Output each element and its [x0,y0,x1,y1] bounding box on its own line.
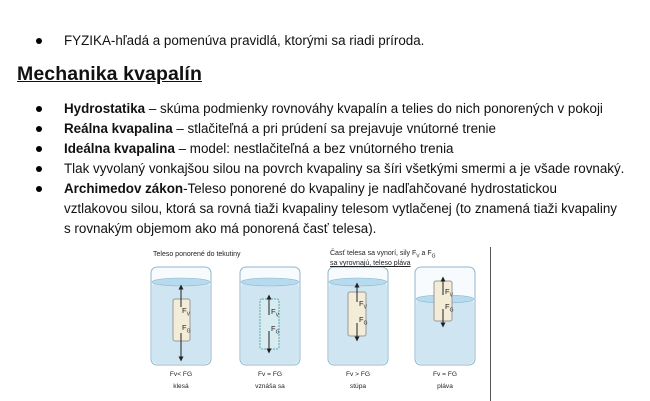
case-result: stúpa [349,383,367,390]
caption-partial-line-1: Časť telesa sa vynorí, sily $F_V$ a $F_G$ [330,250,436,260]
buoyancy-figure [145,247,490,401]
force-label-fv: $F_V$ [359,299,367,311]
case-result: pláva [437,383,453,390]
bullet-dot [36,186,42,192]
bullet-dot [36,38,42,44]
bullet-term: Reálna kvapalina [64,121,173,136]
bullet-dot [36,166,42,172]
case-result: klesá [173,383,189,390]
bullet-term: Ideálna kvapalina [64,141,175,156]
case-relation: Fv = FG [433,371,457,378]
force-label-fv: $F_V$ [271,307,279,319]
bullet-text: – skúma podmienky rovnováhy kvapalín a telies do nich ponorených v pokoji [145,101,603,116]
beaker-floating [415,267,475,365]
bullet-dot [36,126,42,132]
bullet-dot [36,106,42,112]
bullet-text: – stlačiteľná a pri prúdení sa prejavuje vnútorné trenie [172,121,496,136]
force-label-fv: $F_V$ [182,306,190,318]
force-label-fg: $F_G$ [182,323,191,335]
bullet-term: Archimedov zákon [64,181,184,196]
bullet-term: Hydrostatika [64,101,146,116]
force-label-fv: $F_V$ [445,287,453,299]
bullet-dot [36,146,42,152]
case-relation: Fv< FG [169,371,193,378]
force-label-fg: $F_G$ [445,302,454,314]
bullet-text: Tlak vyvolaný vonkajšou silou na povrch kvapaliny sa šíri všetkými smermi a je všade rovnaký. [64,161,625,176]
beaker-floats-inside [240,267,300,365]
force-label-fg: $F_G$ [271,324,280,336]
bullet-text: -Teleso ponorené do kvapaliny je nadľahčované hydrostatickou [183,181,557,196]
caption-partial-line-2: sa vyrovnajú, teleso pláva [330,260,411,267]
bullet-text: – model: nestlačiteľná a bez vnútorného trenia [174,141,454,156]
case-relation: Fv > FG [346,371,370,378]
beaker-sinks [151,267,211,365]
case-relation: Fv = FG [258,371,282,378]
beaker-rises [328,267,388,365]
figure-divider [490,247,491,401]
force-label-fg: $F_G$ [359,315,368,327]
section-heading: Mechanika kvapalín [17,63,202,85]
intro-text: FYZIKA-hľadá a pomenúva pravidlá, ktorými sa riadi príroda. [64,33,425,48]
case-result: vznáša sa [255,383,285,390]
caption-submerged: Teleso ponorené do tekutiny [153,251,241,258]
